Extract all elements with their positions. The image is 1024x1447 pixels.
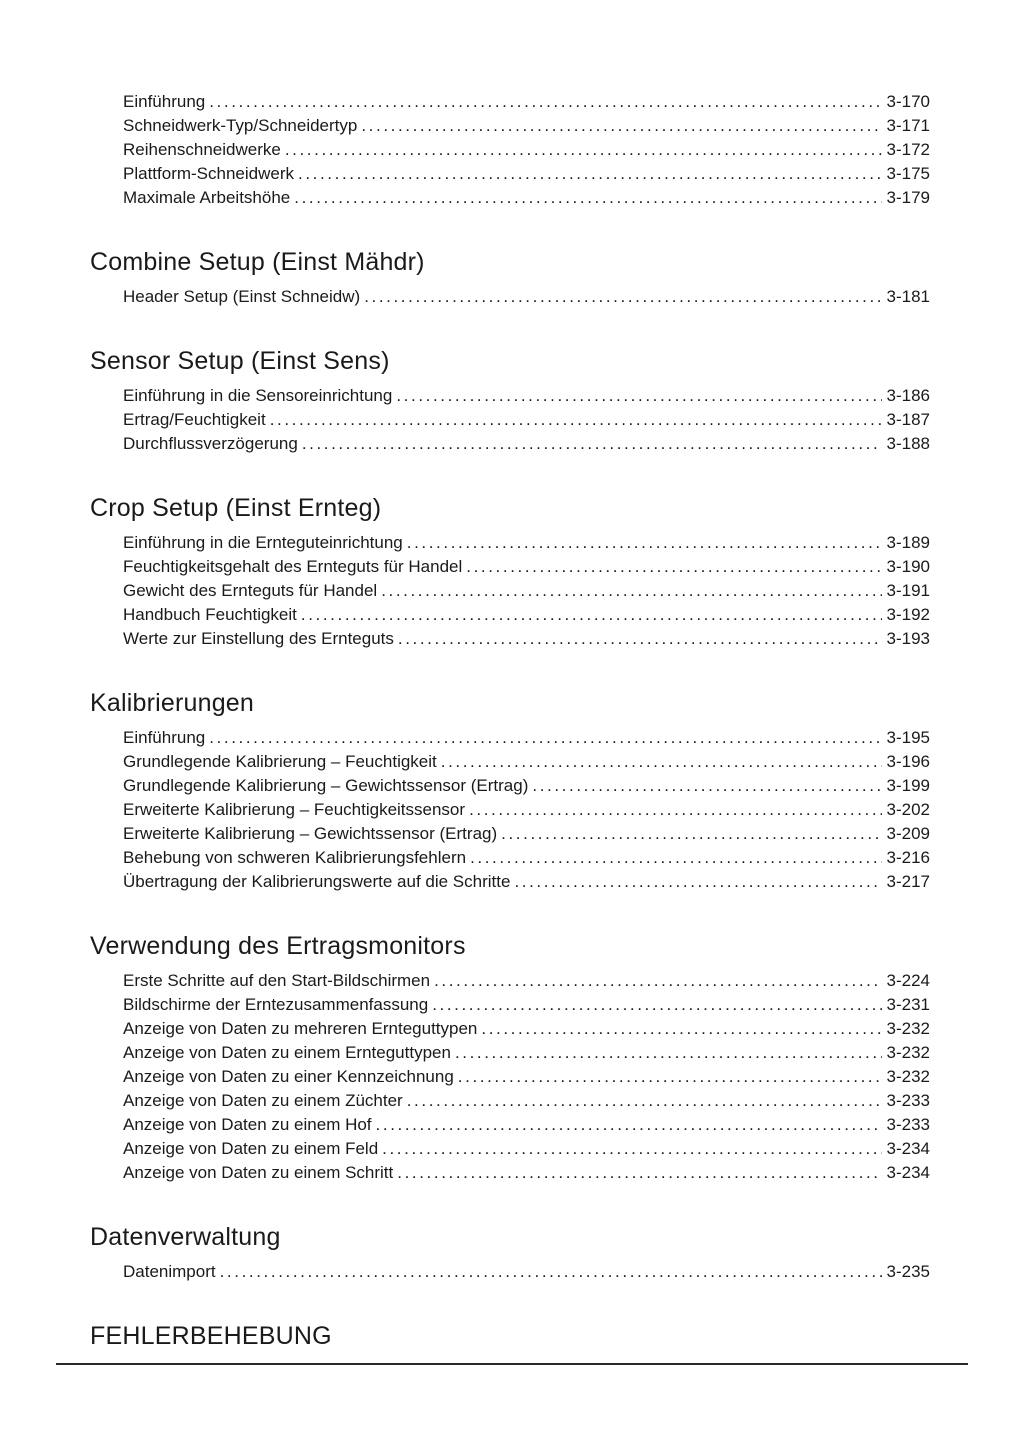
toc-entry-title: Anzeige von Daten zu mehreren Ernteguttypen (123, 1019, 478, 1038)
toc-entry-title: Anzeige von Daten zu einer Kennzeichnung (123, 1067, 454, 1086)
toc-entry (123, 1041, 930, 1065)
toc-entry (123, 90, 930, 114)
table-of-contents (90, 90, 930, 1359)
toc-entry (123, 993, 930, 1017)
toc-entry (123, 162, 930, 186)
toc-entry-page: 3-224 (886, 971, 930, 990)
toc-entry-title: Gewicht des Ernteguts für Handel (123, 581, 378, 600)
toc-section (90, 248, 930, 309)
dot-leader (469, 798, 881, 822)
toc-entry (123, 603, 930, 627)
toc-entry (123, 114, 930, 138)
dot-leader (376, 1113, 882, 1137)
toc-entry (123, 822, 930, 846)
dot-leader (298, 162, 882, 186)
section-heading: FEHLERBEHEBUNG (90, 1322, 332, 1350)
dot-leader (407, 531, 882, 555)
toc-entry-title: Schneidwerk-Typ/Schneidertyp (123, 116, 358, 135)
toc-entry-list (90, 90, 930, 210)
section-heading: Sensor Setup (Einst Sens) (90, 347, 390, 375)
toc-entry (123, 1113, 930, 1137)
dot-leader (455, 1041, 882, 1065)
toc-entry-title: Ertrag/Feuchtigkeit (123, 410, 266, 429)
toc-entry-title: Reihenschneidwerke (123, 140, 281, 159)
toc-entry-title: Maximale Arbeitshöhe (123, 188, 291, 207)
toc-entry (123, 969, 930, 993)
toc-entry (123, 555, 930, 579)
toc-entry (123, 1065, 930, 1089)
toc-entry-page: 3-209 (886, 824, 930, 843)
toc-entry (123, 1089, 930, 1113)
toc-entry-title: Einführung in die Ernteguteinrichtung (123, 533, 403, 552)
section-heading: Verwendung des Ertragsmonitors (90, 932, 466, 960)
toc-entry-title: Erste Schritte auf den Start-Bildschirmen (123, 971, 431, 990)
toc-entry-title: Bildschirme der Erntezusammenfassung (123, 995, 429, 1014)
toc-entry (123, 1161, 930, 1185)
toc-entry (123, 531, 930, 555)
toc-entry-list (90, 969, 930, 1185)
toc-entry-page: 3-202 (886, 800, 930, 819)
toc-entry (123, 384, 930, 408)
toc-entry-page: 3-175 (886, 164, 930, 183)
toc-entry-page: 3-191 (886, 581, 930, 600)
dot-leader (301, 603, 882, 627)
toc-entry-title: Einführung (123, 728, 206, 747)
toc-entry (123, 627, 930, 651)
toc-entry-page: 3-235 (886, 1262, 930, 1281)
dot-leader (398, 627, 882, 651)
dot-leader (209, 90, 881, 114)
footer-rule (56, 1363, 968, 1365)
dot-leader (481, 1017, 881, 1041)
toc-section (90, 1322, 930, 1350)
dot-leader (364, 285, 881, 309)
toc-entry-page: 3-231 (886, 995, 930, 1014)
toc-entry (123, 138, 930, 162)
toc-entry-title: Grundlegende Kalibrierung – Gewichtssensor (Ertrag) (123, 776, 529, 795)
toc-entry-page: 3-199 (886, 776, 930, 795)
dot-leader (396, 384, 881, 408)
toc-entry-page: 3-190 (886, 557, 930, 576)
toc-entry-page: 3-232 (886, 1019, 930, 1038)
toc-entry-page: 3-193 (886, 629, 930, 648)
toc-entry (123, 186, 930, 210)
dot-leader (532, 774, 881, 798)
toc-entry-page: 3-189 (886, 533, 930, 552)
toc-entry (123, 846, 930, 870)
dot-leader (458, 1065, 882, 1089)
dot-leader (501, 822, 881, 846)
section-heading: Kalibrierungen (90, 689, 255, 717)
toc-entry-title: Grundlegende Kalibrierung – Feuchtigkeit (123, 752, 437, 771)
toc-entry (123, 432, 930, 456)
toc-entry-list (90, 1260, 930, 1284)
toc-entry-title: Erweiterte Kalibrierung – Feuchtigkeitssensor (123, 800, 466, 819)
toc-entry-title: Übertragung der Kalibrierungswerte auf die Schritte (123, 872, 511, 891)
toc-entry-page: 3-217 (886, 872, 930, 891)
toc-entry (123, 798, 930, 822)
toc-entry-title: Datenimport (123, 1262, 216, 1281)
toc-entry (123, 1137, 930, 1161)
toc-entry-title: Einführung in die Sensoreinrichtung (123, 386, 393, 405)
toc-entry (123, 870, 930, 894)
toc-entry-title: Durchflussverzögerung (123, 434, 298, 453)
toc-entry-title: Anzeige von Daten zu einem Hof (123, 1115, 372, 1134)
toc-entry-page: 3-181 (886, 287, 930, 306)
toc-entry-list (90, 531, 930, 651)
dot-leader (285, 138, 882, 162)
dot-leader (432, 993, 881, 1017)
toc-section (90, 932, 930, 1185)
toc-section (90, 494, 930, 651)
dot-leader (209, 726, 881, 750)
toc-entry (123, 1017, 930, 1041)
toc-entry-list (90, 384, 930, 456)
toc-entry (123, 1260, 930, 1284)
toc-entry (123, 726, 930, 750)
dot-leader (514, 870, 881, 894)
toc-entry (123, 750, 930, 774)
dot-leader (220, 1260, 882, 1284)
toc-entry-title: Feuchtigkeitsgehalt des Ernteguts für Handel (123, 557, 463, 576)
dot-leader (441, 750, 882, 774)
toc-section (90, 347, 930, 456)
dot-leader (470, 846, 881, 870)
toc-entry-title: Anzeige von Daten zu einem Ernteguttypen (123, 1043, 451, 1062)
toc-entry-page: 3-172 (886, 140, 930, 159)
toc-entry-title: Anzeige von Daten zu einem Feld (123, 1139, 379, 1158)
dot-leader (407, 1089, 882, 1113)
dot-leader (294, 186, 881, 210)
toc-entry (123, 285, 930, 309)
toc-entry-page: 3-233 (886, 1091, 930, 1110)
section-heading: Crop Setup (Einst Ernteg) (90, 494, 382, 522)
toc-entry-title: Werte zur Einstellung des Ernteguts (123, 629, 394, 648)
toc-entry-page: 3-188 (886, 434, 930, 453)
toc-section (90, 689, 930, 894)
toc-entry-title: Anzeige von Daten zu einem Züchter (123, 1091, 403, 1110)
toc-entry-page: 3-195 (886, 728, 930, 747)
dot-leader (270, 408, 882, 432)
dot-leader (466, 555, 881, 579)
dot-leader (397, 1161, 881, 1185)
toc-entry-title: Handbuch Feuchtigkeit (123, 605, 297, 624)
toc-entry-page: 3-186 (886, 386, 930, 405)
toc-entry-page: 3-179 (886, 188, 930, 207)
dot-leader (381, 579, 881, 603)
toc-entry-list (90, 726, 930, 894)
toc-entry-page: 3-232 (886, 1067, 930, 1086)
toc-entry-page: 3-233 (886, 1115, 930, 1134)
dot-leader (361, 114, 881, 138)
toc-entry-page: 3-170 (886, 92, 930, 111)
dot-leader (302, 432, 882, 456)
dot-leader (382, 1137, 881, 1161)
section-heading: Combine Setup (Einst Mähdr) (90, 248, 425, 276)
toc-entry-page: 3-216 (886, 848, 930, 867)
toc-entry-page: 3-232 (886, 1043, 930, 1062)
toc-entry-title: Plattform-Schneidwerk (123, 164, 295, 183)
toc-entry-list (90, 285, 930, 309)
toc-entry-page: 3-196 (886, 752, 930, 771)
toc-section (90, 90, 930, 210)
toc-entry-title: Behebung von schweren Kalibrierungsfehlern (123, 848, 467, 867)
toc-entry-page: 3-234 (886, 1139, 930, 1158)
toc-entry (123, 579, 930, 603)
dot-leader (434, 969, 881, 993)
toc-entry-title: Anzeige von Daten zu einem Schritt (123, 1163, 394, 1182)
toc-entry-title: Einführung (123, 92, 206, 111)
toc-entry-page: 3-187 (886, 410, 930, 429)
toc-entry-page: 3-192 (886, 605, 930, 624)
toc-entry (123, 774, 930, 798)
section-heading: Datenverwaltung (90, 1223, 281, 1251)
toc-entry-title: Erweiterte Kalibrierung – Gewichtssensor (Ertrag) (123, 824, 498, 843)
toc-section (90, 1223, 930, 1284)
toc-entry-title: Header Setup (Einst Schneidw) (123, 287, 361, 306)
toc-entry-page: 3-171 (886, 116, 930, 135)
toc-entry (123, 408, 930, 432)
toc-entry-page: 3-234 (886, 1163, 930, 1182)
